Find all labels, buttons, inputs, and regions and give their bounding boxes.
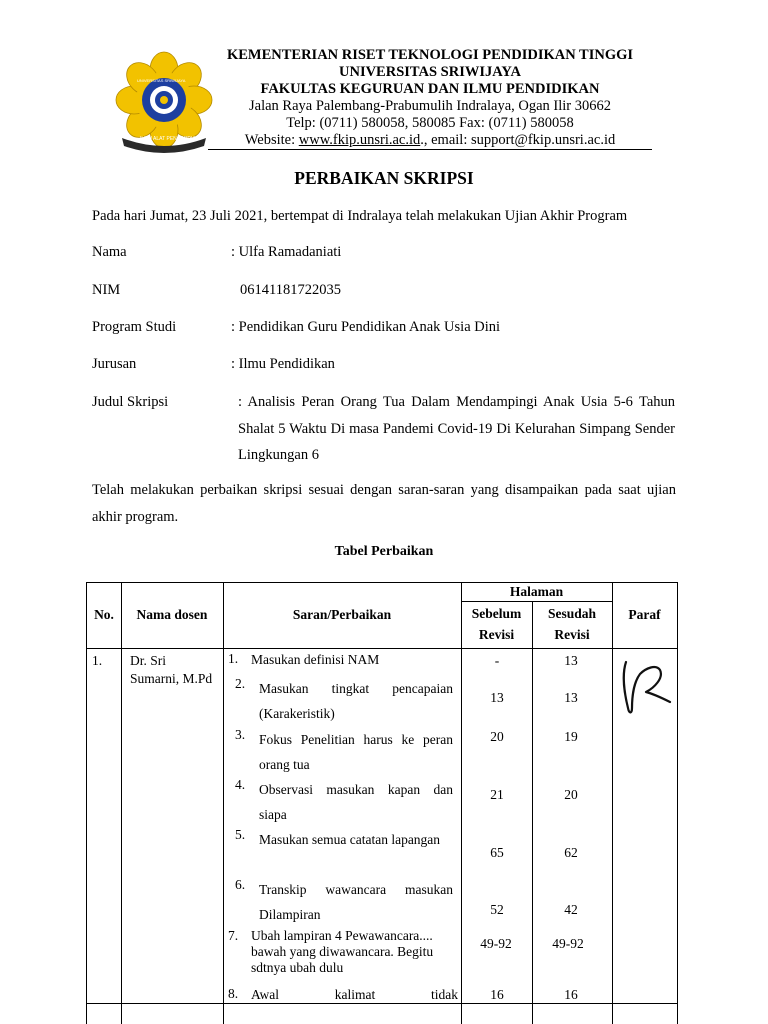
table-halaman-divider	[461, 601, 612, 602]
jurusan-label: Jurusan	[92, 356, 137, 372]
sesudah-value: 20	[564, 787, 578, 802]
table-col-line	[532, 601, 533, 1024]
nama-label: Nama	[92, 244, 127, 260]
nim-value: 06141181722035	[240, 282, 341, 298]
header-university: UNIVERSITAS SRIWIJAYA	[339, 64, 521, 80]
sebelum-value: 20	[490, 729, 504, 744]
sesudah-value: 16	[564, 987, 578, 1002]
jurusan-value: : Ilmu Pendidikan	[231, 356, 335, 372]
nama-value: : Ulfa Ramadaniati	[231, 244, 342, 260]
header-paraf: Paraf	[628, 607, 661, 622]
item-text: Ubah lampiran 4 Pewawancara.... bawah yang diwawancara. Begitu sdtnya ubah dulu	[251, 928, 434, 975]
website-label: Website:	[244, 132, 299, 148]
saran-item	[235, 676, 455, 726]
item-text: Masukan definisi NAM	[251, 652, 380, 667]
sesudah-value: 13	[564, 690, 578, 705]
table-col-line	[223, 582, 224, 1024]
item-number: 6.	[235, 877, 246, 892]
saran-item	[228, 928, 460, 980]
sebelum-value: 21	[490, 787, 504, 802]
saran-item	[228, 986, 460, 1004]
header-no: No.	[94, 607, 114, 622]
item-number: 7.	[228, 928, 239, 943]
item-text: Masukan semua catatan lapangan	[259, 832, 441, 847]
header-contact	[200, 132, 660, 149]
header-sesudah: Sesudah Revisi	[547, 606, 597, 642]
header-sebelum: Sebelum Revisi	[471, 606, 522, 642]
logo-caption: ILMU ALAT PENGABDIAN	[140, 136, 200, 142]
sebelum-value: -	[494, 653, 500, 668]
sebelum-value: 13	[490, 690, 504, 705]
item-number: 5.	[235, 827, 246, 842]
sesudah-value: 42	[564, 902, 578, 917]
header-halaman: Halaman	[509, 584, 564, 599]
prodi-label: Program Studi	[92, 319, 177, 335]
sebelum-value: 65	[490, 845, 504, 860]
saran-item	[235, 877, 455, 927]
sesudah-value: 19	[564, 729, 578, 744]
item-number: 3.	[235, 727, 246, 742]
item-text: Transkip wawancara masukan Dilampiran	[259, 882, 453, 922]
header-phone: Telp: (0711) 580058, 580085 Fax: (0711) 580058	[286, 115, 574, 131]
item-text: Fokus Penelitian harus ke peran orang tua	[259, 732, 453, 772]
sebelum-value: 49-92	[480, 936, 512, 951]
page-title: PERBAIKAN SKRIPSI	[294, 168, 474, 188]
header-faculty: FAKULTAS KEGURUAN DAN ILMU PENDIDIKAN	[260, 81, 600, 97]
logo-ring-text: UNIVERSITAS SRIWIJAYA	[137, 78, 186, 83]
dosen-name: Dr. Sri Sumarni, M.Pd	[130, 653, 213, 686]
sesudah-value: 13	[564, 653, 578, 668]
item-number: 4.	[235, 777, 246, 792]
item-number: 8.	[228, 986, 239, 1001]
row-number: 1.	[92, 653, 103, 668]
item-number: 2.	[235, 676, 246, 691]
intro-text: Pada hari Jumat, 23 Juli 2021, bertempat di Indralaya telah melakukan Ujian Akhir Program	[92, 208, 628, 224]
header-dosen: Nama dosen	[136, 607, 208, 622]
saran-item	[235, 777, 455, 827]
saran-item	[235, 827, 455, 877]
website-link[interactable]: www.fkip.unsri.ac.id	[298, 132, 421, 148]
header-ministry: KEMENTERIAN RISET TEKNOLOGI PENDIDIKAN TINGGI	[226, 47, 634, 63]
sesudah-value: 49-92	[552, 936, 584, 951]
item-number: 1.	[228, 651, 239, 666]
saran-item	[235, 727, 455, 777]
table-col-line	[121, 582, 122, 1024]
table-col-line	[677, 582, 678, 1024]
sesudah-value: 62	[564, 845, 578, 860]
header-address: Jalan Raya Palembang-Prabumulih Indralaya, Ogan Ilir 30662	[249, 98, 611, 114]
saran-item	[228, 651, 458, 671]
item-text: Awal kalimat tidak	[251, 987, 458, 1002]
table-col-line	[612, 582, 613, 1024]
judul-label: Judul Skripsi	[92, 394, 169, 410]
table-header-divider	[86, 648, 677, 649]
email-text: ., email: support@fkip.unsri.ac.id	[420, 132, 616, 148]
table-col-line	[86, 582, 87, 1024]
table-col-line	[461, 582, 462, 1024]
paraf-signature-icon	[614, 652, 676, 718]
sebelum-value: 52	[490, 902, 504, 917]
item-text: Masukan tingkat pencapaian (Karakeristik)	[259, 681, 453, 721]
judul-value: : Analisis Peran Orang Tua Dalam Mendampingi Anak Usia 5-6 Tahun Shalat 5 Waktu Di masa Pandemi Covid-19 Di Kelurahan Simpang Sender Lingkungan 6	[238, 394, 675, 463]
sebelum-value: 16	[490, 987, 504, 1002]
table-title: Tabel Perbaikan	[334, 544, 434, 559]
statement-text: Telah melakukan perbaikan skripsi sesuai dengan saran-saran yang disampaikan pada saat ujian akhir program.	[92, 482, 676, 525]
nim-label: NIM	[92, 282, 121, 298]
prodi-value: : Pendidikan Guru Pendidikan Anak Usia Dini	[231, 319, 501, 335]
header-rule	[208, 149, 652, 150]
item-text: Observasi masukan kapan dan siapa	[259, 782, 453, 822]
header-saran: Saran/Perbaikan	[292, 607, 392, 622]
